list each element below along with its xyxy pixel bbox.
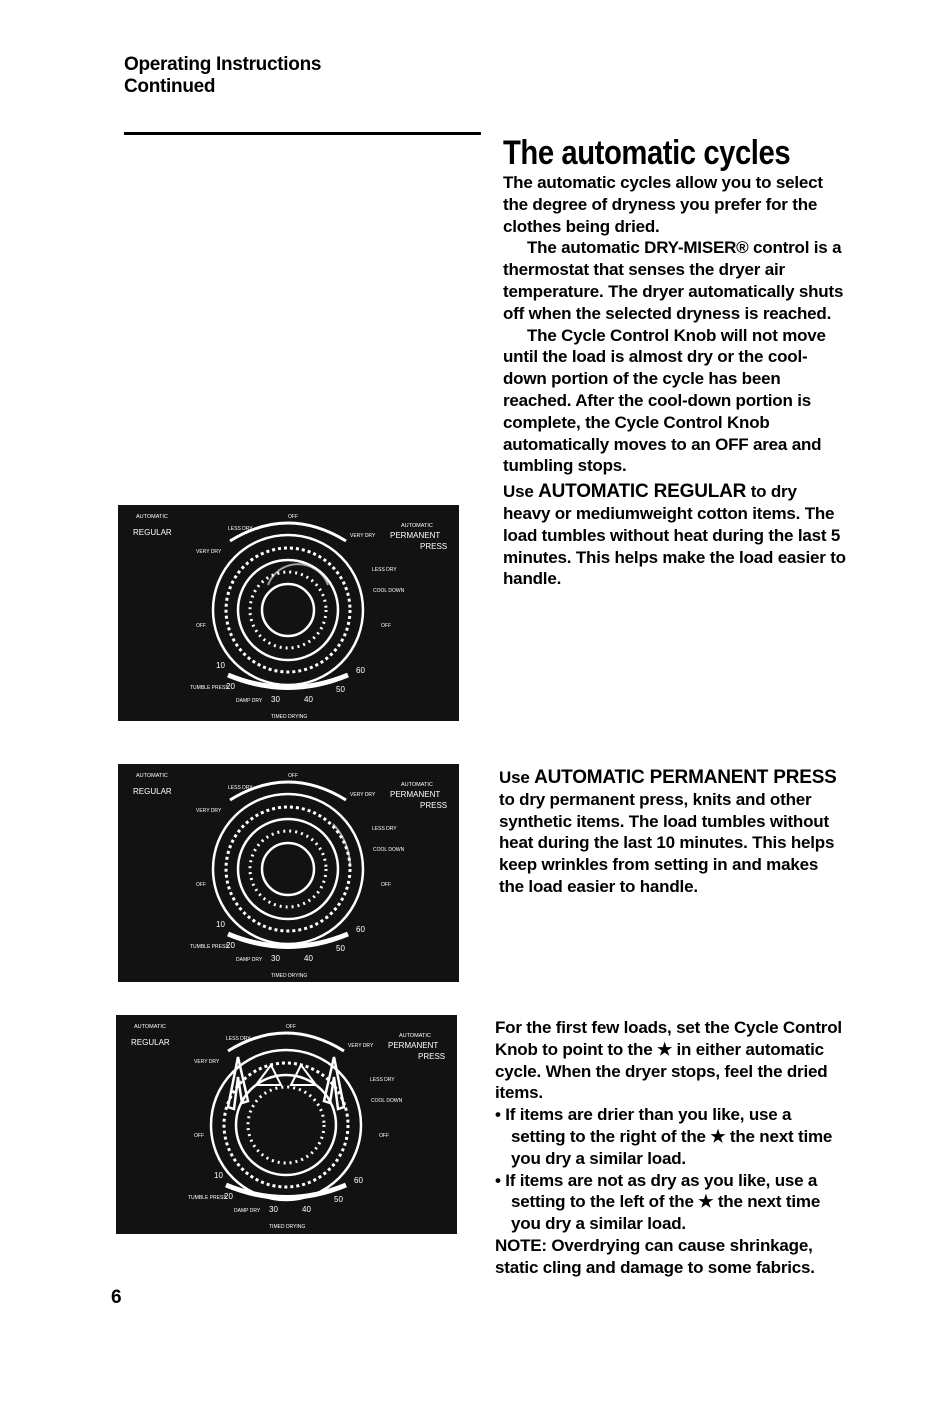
permanent-text xyxy=(499,767,844,898)
label-automatic: AUTOMATIC xyxy=(401,782,433,788)
bullet-item: • If items are not as dry as you like, use a setting to the left of the ★ the next time you dry a similar load. xyxy=(495,1170,821,1234)
label-off: OFF xyxy=(196,882,206,888)
label-cool-down: COOL DOWN xyxy=(371,1098,403,1104)
label-ten: 10 xyxy=(216,661,225,670)
label-off: OFF xyxy=(196,623,206,629)
label-damp-dry: DAMP DRY xyxy=(236,698,263,704)
intro-paragraph: The automatic DRY-MISER® control is a thermostat that senses the dryer air temperature. The dryer automatically shuts off when the selected dryness is reached. xyxy=(503,238,844,323)
label-press: PRESS xyxy=(420,542,448,551)
regular-emphasis: AUTOMATIC REGULAR xyxy=(538,481,747,503)
label-tumble-press: TUMBLE PRESS xyxy=(190,685,229,691)
header-rule xyxy=(124,132,481,135)
label-very-dry: VERY DRY xyxy=(196,549,222,555)
regular-paragraph xyxy=(503,481,848,590)
label-permanent: PERMANENT xyxy=(390,531,441,540)
label-tumble-press: TUMBLE PRESS xyxy=(188,1195,227,1201)
label-less-dry: LESS DRY xyxy=(228,785,253,791)
intro-paragraph: The automatic cycles allow you to select the degree of dryness you prefer for the clothes being dried. xyxy=(503,173,823,236)
label-timed-drying: TIMED DRYING xyxy=(269,1224,306,1230)
dial-outer-ring xyxy=(211,1050,361,1200)
label-damp-dry: DAMP DRY xyxy=(234,1208,261,1214)
permanent-paragraph xyxy=(499,767,844,898)
label-timed-drying: TIMED DRYING xyxy=(271,714,308,720)
label-very-dry: VERY DRY xyxy=(194,1059,220,1065)
label-cool-down: COOL DOWN xyxy=(373,847,405,853)
label-thirty: 30 xyxy=(271,954,280,963)
bullet-item: • If items are drier than you like, use a setting to the right of the ★ the next time you dry a similar load. xyxy=(495,1105,833,1168)
dial-scale-ring xyxy=(226,807,350,931)
dial-knob-ring xyxy=(262,843,314,895)
label-forty: 40 xyxy=(304,954,313,963)
permanent-lead: Use xyxy=(499,768,535,787)
label-sixty: 60 xyxy=(354,1176,363,1185)
label-twenty: 20 xyxy=(226,941,235,950)
header-line-1: Operating Instructions xyxy=(124,54,322,75)
label-automatic: AUTOMATIC xyxy=(134,1024,166,1030)
dial-inner-ring xyxy=(248,1087,324,1163)
dial-middle-ring xyxy=(236,1075,336,1175)
label-off: OFF xyxy=(194,1133,204,1139)
cycle-dial-figure-permanent xyxy=(118,764,459,982)
regular-rest: to dry heavy or mediumweight cotton items. The load tumbles without heat during the last 5 minutes. This helps make the load easier to handle. xyxy=(503,482,846,589)
cycle-dial-figure-regular xyxy=(118,505,459,721)
label-damp-dry: DAMP DRY xyxy=(236,957,263,963)
label-forty: 40 xyxy=(302,1205,311,1214)
dial-knob-ring xyxy=(262,584,314,636)
dial-graphic xyxy=(118,764,459,982)
label-off: OFF xyxy=(286,1024,296,1030)
permanent-rest: to dry permanent press, knits and other synthetic items. The load tumbles without heat during the last 10 minutes. This helps keep wrinkles from setting in and makes the load easier to handle. xyxy=(499,789,835,896)
label-cool-down: COOL DOWN xyxy=(373,588,405,594)
label-twenty: 20 xyxy=(224,1192,233,1201)
label-permanent: PERMANENT xyxy=(390,790,441,799)
regular-lead: Use xyxy=(503,482,539,502)
dial-outer-ring xyxy=(213,535,363,685)
label-very-dry: VERY DRY xyxy=(350,792,376,798)
label-regular: REGULAR xyxy=(133,528,172,537)
label-less-dry: LESS DRY xyxy=(372,826,397,832)
dial-outer-ring xyxy=(213,794,363,944)
label-permanent: PERMANENT xyxy=(388,1041,439,1050)
page-number: 6 xyxy=(111,1287,122,1308)
permanent-emphasis: AUTOMATIC PERMANENT PRESS xyxy=(534,767,837,788)
label-sixty: 60 xyxy=(356,925,365,934)
dial-highlight xyxy=(268,564,328,585)
label-press: PRESS xyxy=(420,801,448,810)
label-very-dry: VERY DRY xyxy=(196,808,222,814)
dial-graphic xyxy=(116,1015,457,1234)
label-twenty: 20 xyxy=(226,682,235,691)
label-very-dry: VERY DRY xyxy=(350,533,376,539)
label-regular: REGULAR xyxy=(133,787,172,796)
label-off: OFF xyxy=(379,1133,389,1139)
label-fifty: 50 xyxy=(336,685,345,694)
label-sixty: 60 xyxy=(356,666,365,675)
label-thirty: 30 xyxy=(271,695,280,704)
label-press: PRESS xyxy=(418,1052,446,1061)
label-timed-drying: TIMED DRYING xyxy=(271,973,308,979)
label-less-dry: LESS DRY xyxy=(372,567,397,573)
label-automatic: AUTOMATIC xyxy=(136,514,168,520)
note-paragraph: NOTE: Overdrying can cause shrinkage, static cling and damage to some fabrics. xyxy=(495,1235,815,1277)
cycle-dial-figure-star xyxy=(116,1015,457,1234)
label-off: OFF xyxy=(288,773,298,779)
label-less-dry: LESS DRY xyxy=(226,1036,251,1042)
first-loads-intro: For the first few loads, set the Cycle Control Knob to point to the ★ in either automatic cycle. When the dryer stops, feel the dried items. xyxy=(495,1018,842,1103)
label-regular: REGULAR xyxy=(131,1038,170,1047)
section-header xyxy=(124,54,321,98)
label-off: OFF xyxy=(288,514,298,520)
first-loads-text xyxy=(495,1017,845,1279)
dial-middle-ring xyxy=(238,819,338,919)
label-tumble-press: TUMBLE PRESS xyxy=(190,944,229,950)
arrow-left-icon xyxy=(228,1057,248,1109)
page-title: The automatic cycles xyxy=(503,134,791,172)
label-fifty: 50 xyxy=(336,944,345,953)
label-ten: 10 xyxy=(214,1171,223,1180)
label-fifty: 50 xyxy=(334,1195,343,1204)
arrow-right-icon xyxy=(324,1057,344,1109)
label-very-dry: VERY DRY xyxy=(348,1043,374,1049)
header-line-2: Continued xyxy=(124,76,216,97)
label-off: OFF xyxy=(381,623,391,629)
intro-text xyxy=(503,172,848,590)
label-forty: 40 xyxy=(304,695,313,704)
label-automatic: AUTOMATIC xyxy=(136,773,168,779)
label-ten: 10 xyxy=(216,920,225,929)
intro-paragraph: The Cycle Control Knob will not move until the load is almost dry or the cool-down portion of the cycle has been reached. After the cool-down portion is complete, the Cycle Control Knob automatically moves to an OFF area and tumbling stops. xyxy=(503,325,826,476)
label-off: OFF xyxy=(381,882,391,888)
label-automatic: AUTOMATIC xyxy=(399,1033,431,1039)
label-less-dry: LESS DRY xyxy=(228,526,253,532)
label-thirty: 30 xyxy=(269,1205,278,1214)
label-automatic: AUTOMATIC xyxy=(401,523,433,529)
dial-graphic xyxy=(118,505,459,721)
label-less-dry: LESS DRY xyxy=(370,1077,395,1083)
